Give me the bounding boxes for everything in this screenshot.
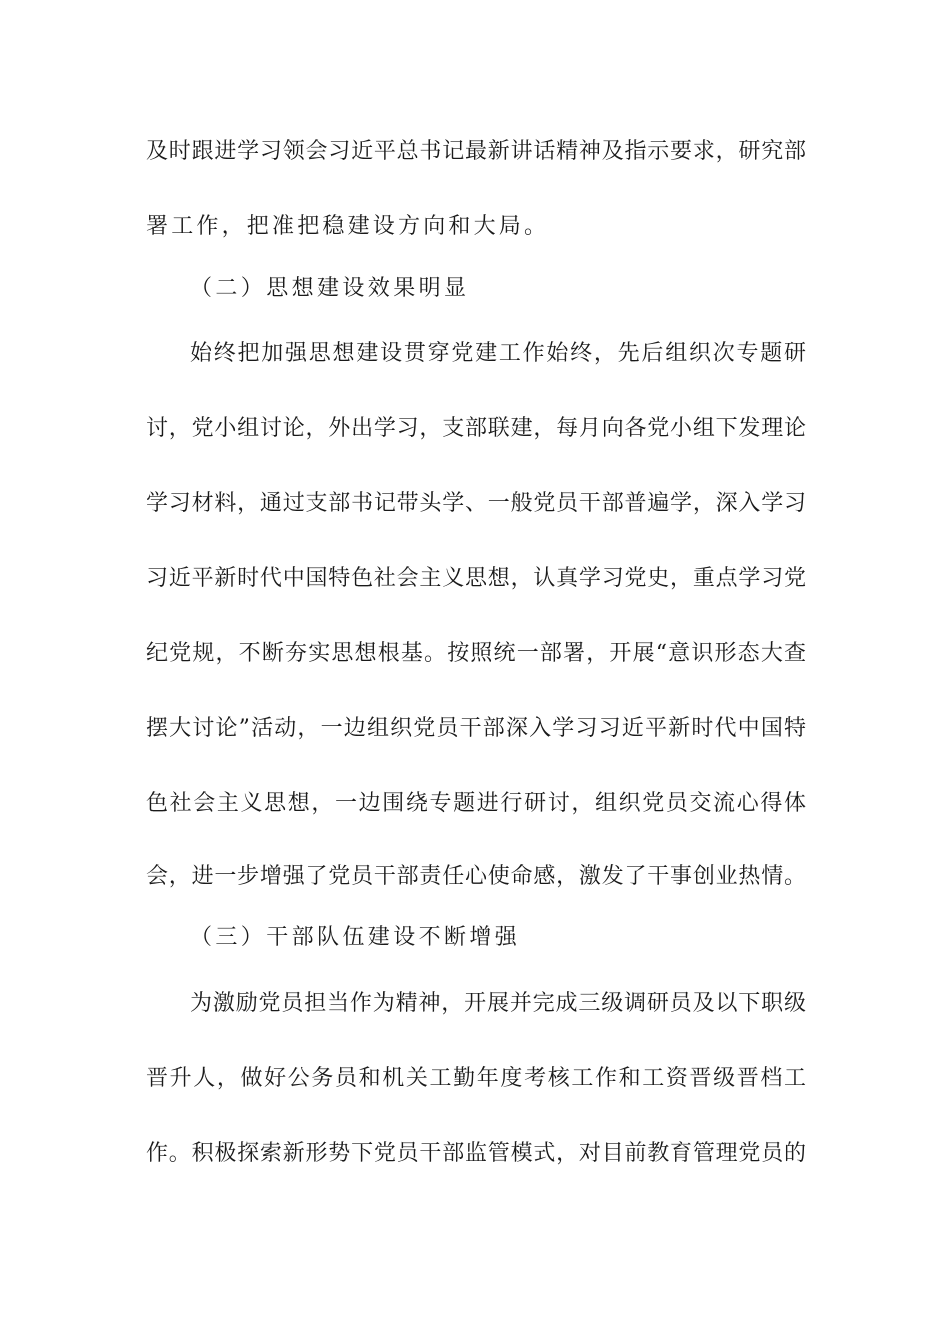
body-text-line: 色社会主义思想，一边围绕专题进行研讨，组织党员交流心得体 <box>146 791 806 816</box>
section-heading: （三）干部队伍建设不断增强 <box>190 925 521 950</box>
body-text-line: 为激励党员担当作为精神，开展并完成三级调研员及以下职级 <box>190 991 806 1016</box>
body-text-line: 及时跟进学习领会习近平总书记最新讲话精神及指示要求，研究部 <box>146 139 806 164</box>
body-text-line: 会，进一步增强了党员干部责任心使命感，激发了干事创业热情。 <box>146 864 806 889</box>
body-text-line: 纪党规，不断夯实思想根基。按照统一部署，开展“意识形态大查 <box>146 641 806 666</box>
body-text-line: 始终把加强思想建设贯穿党建工作始终，先后组织次专题研 <box>190 341 806 366</box>
body-text-line: 摆大讨论”活动，一边组织党员干部深入学习习近平新时代中国特 <box>146 716 806 741</box>
section-heading: （二）思想建设效果明显 <box>190 276 470 301</box>
body-text-line: 讨，党小组讨论，外出学习，支部联建，每月向各党小组下发理论 <box>146 416 806 441</box>
body-text-line: 晋升人，做好公务员和机关工勤年度考核工作和工资晋级晋档工 <box>146 1066 806 1091</box>
body-text-line: 习近平新时代中国特色社会主义思想，认真学习党史，重点学习党 <box>146 566 806 591</box>
body-text-line: 学习材料，通过支部书记带头学、一般党员干部普遍学，深入学习 <box>146 491 806 516</box>
body-text-line: 署工作，把准把稳建设方向和大局。 <box>146 214 550 239</box>
body-text-line: 作。积极探索新形势下党员干部监管模式，对目前教育管理党员的 <box>146 1141 806 1166</box>
